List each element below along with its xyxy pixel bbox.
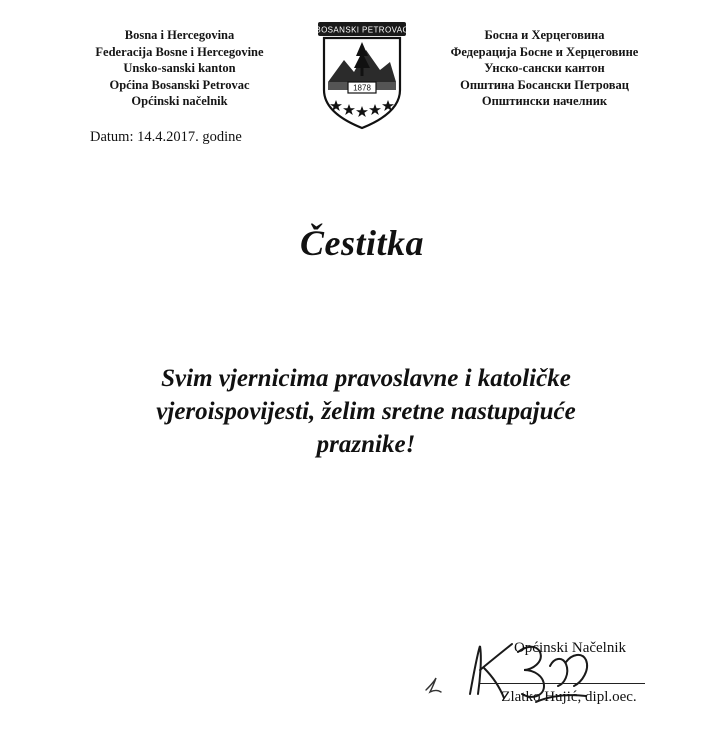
- body-line-1: Svim vjernicima pravoslavne i katoličke: [161, 365, 571, 392]
- header-cyrillic-line-3: Унско-сански кантон: [484, 61, 605, 75]
- header-cyrillic-line-2: Федерација Босне и Херцеговине: [450, 44, 639, 59]
- body-line-3: praznike!: [316, 431, 416, 458]
- document-body: [86, 362, 646, 461]
- body-line-2: vjeroispovijesti, želim sretne nastupajuće: [156, 398, 576, 425]
- stamp-mark-icon: [420, 672, 446, 698]
- document-title: Čestitka: [299, 223, 424, 263]
- document-header: [0, 0, 724, 132]
- signature-block: [455, 640, 655, 706]
- header-latin-block: [57, 20, 302, 110]
- date-line: Datum: 14.4.2017. godine: [90, 129, 242, 145]
- municipal-crest: [302, 20, 422, 132]
- header-latin-line-3: Unsko-sanski kanton: [123, 61, 236, 75]
- header-latin-line-1: Bosna i Hercegovina: [124, 28, 235, 42]
- signature-title: Općinski Načelnik: [513, 640, 627, 656]
- crest-icon: [310, 20, 414, 132]
- header-latin-line-5: Općinski načelnik: [131, 94, 228, 108]
- header-latin-line-2: Federacija Bosne i Hercegovine: [95, 44, 264, 59]
- svg-text:1878: 1878: [353, 83, 371, 93]
- header-cyrillic-block: [422, 20, 667, 110]
- header-cyrillic-line-1: Босна и Херцеговина: [484, 28, 605, 42]
- header-cyrillic-line-5: Општински начелник: [481, 94, 608, 108]
- signature-name: Zlatko Hujić, dipl.oec.: [501, 689, 637, 705]
- header-cyrillic-line-4: Општина Босански Петровац: [460, 77, 629, 92]
- header-latin-line-4: Općina Bosanski Petrovac: [109, 77, 250, 92]
- svg-text:BOSANSKI PETROVAC: BOSANSKI PETROVAC: [315, 25, 409, 35]
